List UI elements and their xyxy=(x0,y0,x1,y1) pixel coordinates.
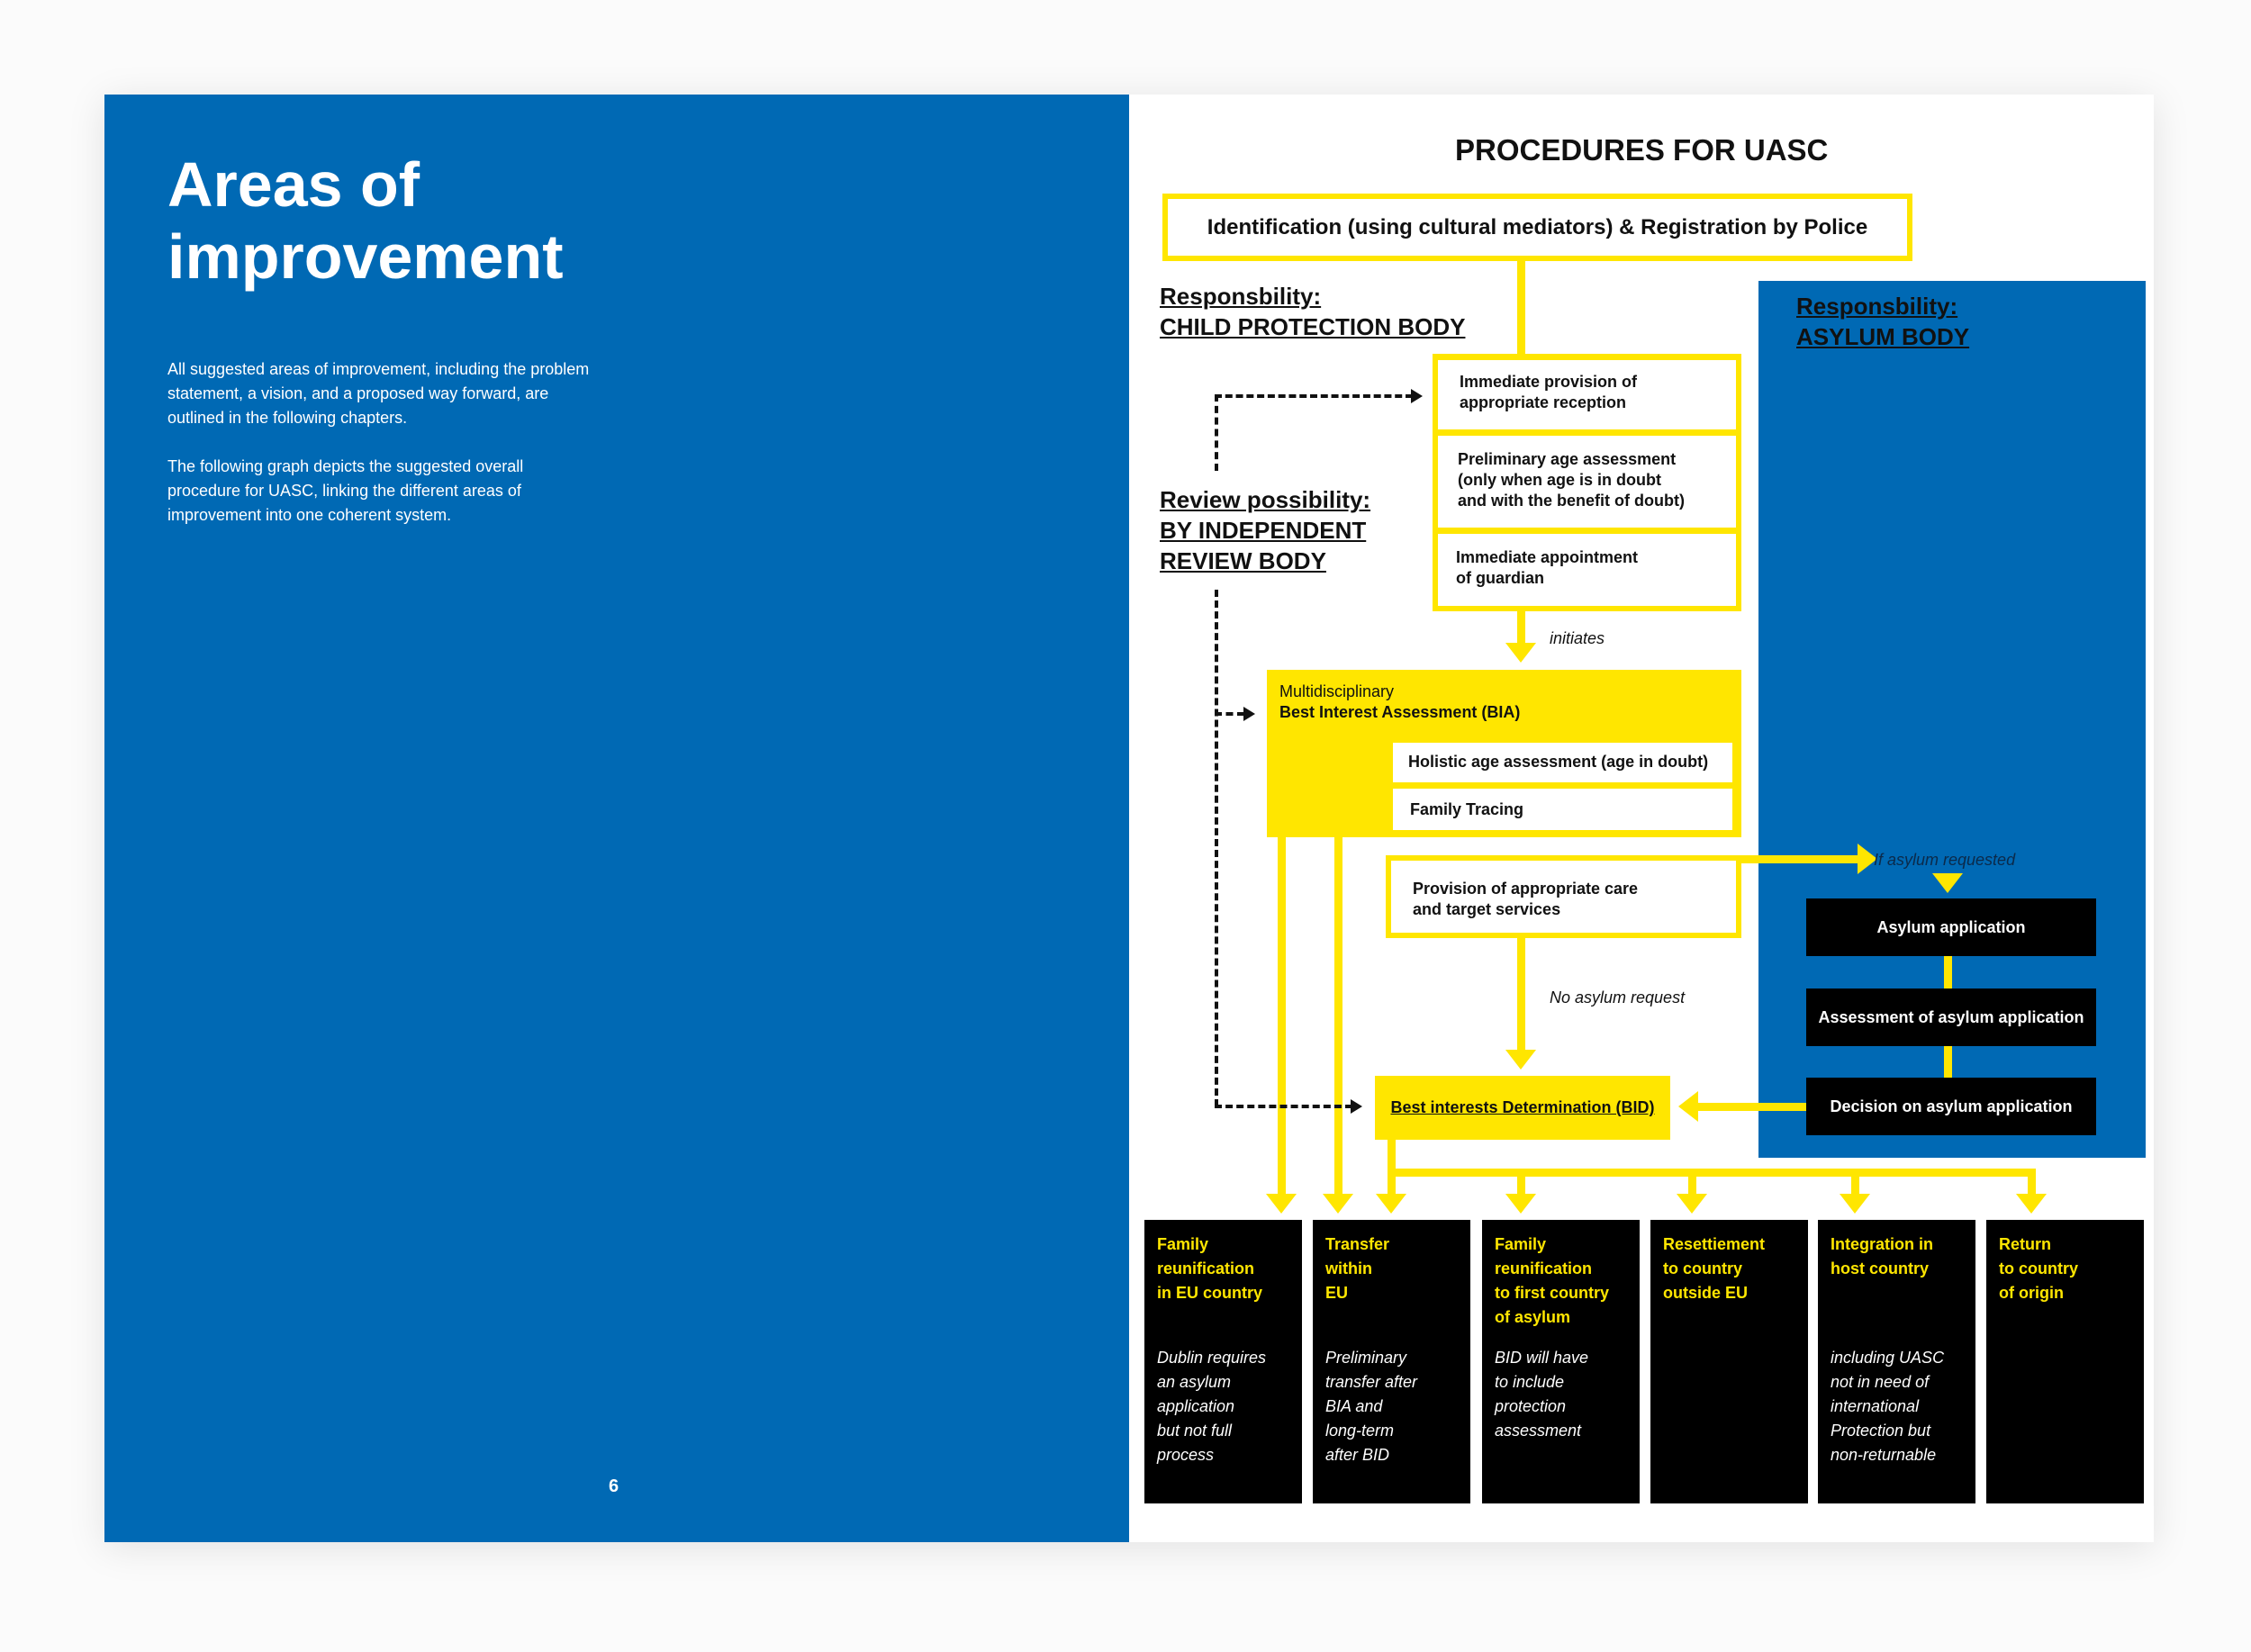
bia-line-2: Best Interest Assessment (BIA) xyxy=(1279,703,1521,721)
no-asylum-label: No asylum request xyxy=(1550,988,1686,1007)
bia-line-1: Multidisciplinary xyxy=(1279,682,1395,700)
outcome-3-h2: reunification xyxy=(1495,1259,1593,1277)
arrow-decision-bid xyxy=(1678,1091,1698,1122)
arrow-outcome-6 xyxy=(2016,1194,2047,1214)
arrow-initiates xyxy=(1505,643,1536,663)
outcome-5-h1: Integration in xyxy=(1831,1235,1933,1253)
outcome-5-n3: international xyxy=(1831,1397,1920,1415)
guardian-line-2: of guardian xyxy=(1456,569,1544,587)
outcome-3-n2: to include xyxy=(1495,1373,1565,1391)
assessment-asylum-label: Assessment of asylum application xyxy=(1818,1007,2084,1026)
family-tracing-box xyxy=(1393,789,1732,830)
outcome-1-title xyxy=(1157,1232,1289,1305)
outcome-integration xyxy=(1818,1220,1975,1503)
review-label: Review possibility: xyxy=(1160,486,1371,513)
asylum-application-box xyxy=(1806,898,2096,956)
review-dash-bid xyxy=(1215,1105,1352,1108)
child-protection-responsibility xyxy=(1160,281,1465,342)
outcome-4-h1: Resettiement xyxy=(1663,1235,1766,1253)
review-dash-main xyxy=(1215,590,1218,1106)
outcome-1-n3: application xyxy=(1157,1397,1235,1415)
page-title xyxy=(167,149,564,293)
outcome-2-n2: transfer after xyxy=(1325,1373,1418,1391)
identification-box xyxy=(1162,194,1912,261)
care-box xyxy=(1386,855,1741,938)
outcome-1-note xyxy=(1157,1346,1292,1467)
review-possibility xyxy=(1160,484,1370,576)
outcome-2-n1: Preliminary xyxy=(1325,1349,1407,1367)
connector-bid-bar xyxy=(1388,1169,2036,1177)
if-asylum-label: If asylum requested xyxy=(1874,851,2016,869)
child-protection-label: Responsbility: xyxy=(1160,283,1322,310)
arrow-outcome-5 xyxy=(1840,1194,1870,1214)
bia-text xyxy=(1279,682,1520,723)
outcome-4-h3: outside EU xyxy=(1663,1284,1749,1302)
arrow-outcome-4 xyxy=(1677,1194,1707,1214)
preliminary-age-text xyxy=(1458,449,1685,511)
outcome-5-n5: non-returnable xyxy=(1831,1446,1937,1464)
reception-text xyxy=(1460,372,1637,413)
outcome-3-note xyxy=(1495,1346,1630,1443)
child-protection-body: CHILD PROTECTION BODY xyxy=(1160,313,1466,340)
outcome-3-title xyxy=(1495,1232,1627,1330)
outcome-6-h1: Return xyxy=(1999,1235,2051,1253)
outcome-5-note xyxy=(1831,1346,1966,1467)
connector-asylum-1 xyxy=(1944,956,1952,988)
outcome-1-h3: in EU country xyxy=(1157,1284,1263,1302)
identification-label: Identification (using cultural mediators) & Registration by Police xyxy=(1207,214,1868,239)
outcome-resettlement xyxy=(1650,1220,1808,1503)
review-arrow-bia xyxy=(1243,707,1255,721)
care-line-1: Provision of appropriate care xyxy=(1413,880,1639,898)
bid-box xyxy=(1375,1076,1670,1140)
review-arrow-reception xyxy=(1411,389,1423,403)
guardian-line-1: Immediate appointment xyxy=(1456,548,1639,566)
guardian-text xyxy=(1456,547,1638,589)
guardian-box xyxy=(1438,534,1736,606)
initiates-label: initiates xyxy=(1550,629,1605,647)
connector-bid-down xyxy=(1388,1140,1396,1172)
intro-text xyxy=(167,357,591,552)
review-body-line1: BY INDEPENDENT xyxy=(1160,517,1367,544)
connector-decision-bid xyxy=(1695,1103,1806,1111)
intro-paragraph-1: All suggested areas of improvement, including the problem statement, a vision, and a proposed way forward, are outlined in the following chapters. xyxy=(167,360,590,427)
outcome-6-title xyxy=(1999,1232,2131,1305)
bid-label: Best interests Determination (BID) xyxy=(1390,1098,1655,1116)
review-dash-reception xyxy=(1215,394,1413,398)
connector-if-asylum xyxy=(1741,855,1860,863)
connector-asylum-2 xyxy=(1944,1046,1952,1078)
outcome-2-h2: within xyxy=(1325,1259,1372,1277)
review-body-line2: REVIEW BODY xyxy=(1160,547,1326,574)
review-dash-top xyxy=(1215,394,1218,471)
outcome-3-h1: Family xyxy=(1495,1235,1547,1253)
review-dash-bia xyxy=(1215,712,1244,716)
outcome-1-n2: an asylum xyxy=(1157,1373,1232,1391)
prelim-line-3: and with the benefit of doubt) xyxy=(1458,492,1685,510)
outcome-3-n3: protection xyxy=(1495,1397,1567,1415)
outcome-3-h3: to first country xyxy=(1495,1284,1610,1302)
arrow-outcome-1 xyxy=(1266,1194,1297,1214)
outcome-5-h2: host country xyxy=(1831,1259,1930,1277)
asylum-label: Responsbility: xyxy=(1796,293,1958,320)
prelim-line-1: Preliminary age assessment xyxy=(1458,450,1677,468)
outcome-1-n4: but not full xyxy=(1157,1422,1233,1440)
family-tracing-label: Family Tracing xyxy=(1410,800,1524,818)
outcome-5-title xyxy=(1831,1232,1963,1281)
outcome-1-h1: Family xyxy=(1157,1235,1209,1253)
assessment-asylum-box xyxy=(1806,988,2096,1046)
connector-identification xyxy=(1517,261,1525,358)
title-line-1: Areas of xyxy=(167,149,420,220)
connector-bia-outcome-1 xyxy=(1278,837,1286,1196)
outcome-1-n1: Dublin requires xyxy=(1157,1349,1267,1367)
asylum-body: ASYLUM BODY xyxy=(1796,323,1970,350)
outcome-4-title xyxy=(1663,1232,1795,1305)
care-text xyxy=(1413,879,1638,920)
preliminary-age-box xyxy=(1438,436,1736,528)
outcome-3-n1: BID will have xyxy=(1495,1349,1589,1367)
arrow-outcome-3a xyxy=(1376,1194,1406,1214)
outcome-1-h2: reunification xyxy=(1157,1259,1255,1277)
title-line-2: improvement xyxy=(167,221,564,292)
outcome-2-title xyxy=(1325,1232,1458,1305)
outcome-5-n2: not in need of xyxy=(1831,1373,1930,1391)
asylum-application-label: Asylum application xyxy=(1876,917,2026,936)
left-page xyxy=(104,95,1129,1542)
review-arrow-bid xyxy=(1351,1099,1362,1114)
outcome-return xyxy=(1986,1220,2144,1503)
outcome-3-h4: of asylum xyxy=(1495,1308,1571,1326)
outcome-2-n4: long-term xyxy=(1325,1422,1395,1440)
outcome-5-n1: including UASC xyxy=(1831,1349,1945,1367)
outcome-4-h2: to country xyxy=(1663,1259,1742,1277)
arrow-outcome-3 xyxy=(1505,1194,1536,1214)
holistic-age-label: Holistic age assessment (age in doubt) xyxy=(1408,753,1709,771)
connector-no-asylum xyxy=(1517,938,1525,1052)
arrow-no-asylum xyxy=(1505,1050,1536,1070)
asylum-responsibility xyxy=(1796,291,1969,352)
care-line-2: and target services xyxy=(1413,900,1561,918)
outcome-2-n5: after BID xyxy=(1325,1446,1390,1464)
outcome-5-n4: Protection but xyxy=(1831,1422,1931,1440)
outcome-1-n5: process xyxy=(1157,1446,1215,1464)
outcome-6-h2: to country xyxy=(1999,1259,2078,1277)
outcome-family-reunification-first-country xyxy=(1482,1220,1640,1503)
outcome-3-n4: assessment xyxy=(1495,1422,1582,1440)
outcome-6-h3: of origin xyxy=(1999,1284,2064,1302)
intro-paragraph-2: The following graph depicts the suggested overall procedure for UASC, linking the different areas of improvement into one coherent system. xyxy=(167,457,524,524)
outcome-transfer-within-eu xyxy=(1313,1220,1470,1503)
connector-bia-outcome-2 xyxy=(1334,837,1342,1196)
connector-initiates xyxy=(1517,611,1525,645)
page-number: 6 xyxy=(609,1476,619,1496)
outcome-family-reunification-eu xyxy=(1144,1220,1302,1503)
arrow-asylum-down xyxy=(1932,873,1963,893)
reception-line-1: Immediate provision of xyxy=(1460,373,1638,391)
arrow-outcome-2 xyxy=(1323,1194,1353,1214)
outcome-2-h1: Transfer xyxy=(1325,1235,1390,1253)
decision-asylum-label: Decision on asylum application xyxy=(1830,1097,2073,1115)
diagram-heading: PROCEDURES FOR UASC xyxy=(1455,133,1829,167)
outcome-2-note xyxy=(1325,1346,1460,1467)
outcome-2-n3: BIA and xyxy=(1325,1397,1383,1415)
reception-box xyxy=(1438,360,1736,429)
reception-line-2: appropriate reception xyxy=(1460,393,1627,411)
outcome-2-h3: EU xyxy=(1325,1284,1349,1302)
decision-asylum-box xyxy=(1806,1078,2096,1135)
prelim-line-2: (only when age is in doubt xyxy=(1458,471,1662,489)
holistic-age-box xyxy=(1393,743,1732,782)
